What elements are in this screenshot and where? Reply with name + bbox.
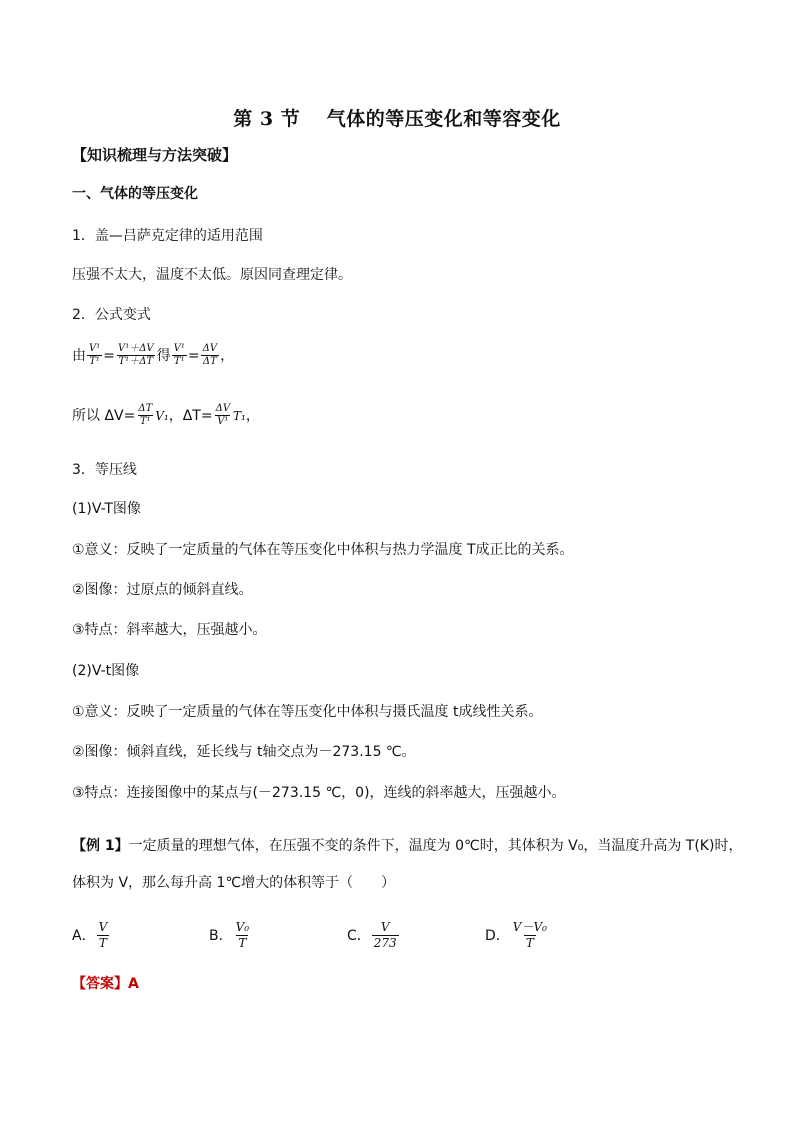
formula-1-fraction-1 <box>87 343 102 368</box>
formula-2-fraction-2 <box>214 403 232 428</box>
fraction-denominator: T <box>238 936 247 950</box>
fraction-denominator: 273 <box>373 936 397 950</box>
option-letter: D． <box>485 927 510 944</box>
option-a <box>72 920 110 951</box>
formula-2-prefix: 所以 ΔV= <box>72 407 136 424</box>
option-fraction <box>511 920 549 951</box>
formula-2-t1: T₁ <box>233 408 246 423</box>
fraction-numerator: V₀ <box>235 920 250 934</box>
formula-1-fraction-2 <box>116 343 156 368</box>
fraction-numerator: ΔV <box>202 343 218 354</box>
fraction-denominator: V¹ <box>217 416 229 427</box>
vt-feature: ③特点：斜率越大，压强越小。 <box>72 622 267 638</box>
vt-graph-shape: ②图像：过原点的倾斜直线。 <box>72 582 253 598</box>
formula-1 <box>72 343 234 368</box>
option-fraction <box>97 920 110 951</box>
fraction-denominator: T <box>98 936 107 950</box>
equals-sign: = <box>103 347 115 364</box>
fraction-numerator: V¹＋ΔV <box>117 343 154 354</box>
option-fraction <box>234 920 251 951</box>
answer <box>72 974 139 994</box>
formula-2-separator: ，ΔT= <box>168 407 213 424</box>
fraction-denominator: T¹＋ΔT <box>118 356 154 367</box>
fraction-numerator: V－V₀ <box>512 920 547 934</box>
paragraph-1-heading: 1．盖—吕萨克定律的适用范围 <box>72 228 263 244</box>
formula-1-suffix: ， <box>220 347 235 364</box>
formula-1-fraction-4 <box>201 343 219 368</box>
example-question-1: 一定质量的理想气体，在压强不变的条件下，温度为 0℃时，其体积为 V₀，当温度升高为 T(K)时， <box>128 838 743 854</box>
formula-2-v1: V₁ <box>155 408 169 423</box>
example-line-1 <box>72 836 742 856</box>
option-d <box>485 920 550 951</box>
page-title: 第 3 节 气体的等压变化和等容变化 <box>233 108 561 130</box>
subsection-vt-graph: (1)V-T图像 <box>72 501 141 517</box>
fraction-numerator: V <box>98 920 108 934</box>
equals-sign: = <box>187 347 200 364</box>
fraction-numerator: ΔV <box>215 403 231 414</box>
paragraph-2-heading: 2．公式变式 <box>72 307 151 323</box>
fraction-denominator: T¹ <box>173 356 185 367</box>
fraction-denominator: T¹ <box>89 356 100 367</box>
vt-meaning: ①意义：反映了一定质量的气体在等压变化中体积与热力学温度 T成正比的关系。 <box>72 542 574 558</box>
example-line-2: 体积为 V，那么每升高 1℃增大的体积等于（ ） <box>72 875 396 891</box>
formula-1-mid: 得 <box>156 347 171 364</box>
answer-value: A <box>128 976 139 992</box>
fraction-numerator: V¹ <box>173 343 185 354</box>
answer-label: 【答案】 <box>72 976 128 992</box>
fraction-denominator: T <box>525 936 534 950</box>
example-label: 【例 1】 <box>72 838 129 854</box>
option-b <box>209 920 252 951</box>
subsection-vt-celsius-graph: (2)V-t图像 <box>72 663 140 679</box>
fraction-numerator: ΔT <box>138 403 153 414</box>
option-letter: A． <box>72 927 96 944</box>
formula-2-suffix: ， <box>245 407 260 424</box>
formula-1-fraction-3 <box>172 343 187 368</box>
fraction-denominator: T¹ <box>139 416 151 427</box>
option-fraction <box>372 920 399 951</box>
section-1-title: 一、气体的等压变化 <box>72 186 198 202</box>
formula-2 <box>72 403 260 428</box>
option-letter: B． <box>209 927 233 944</box>
paragraph-1-text: 压强不太大，温度不太低。原因同查理定律。 <box>72 267 352 283</box>
option-letter: C． <box>347 927 371 944</box>
option-c <box>347 920 400 951</box>
vtc-graph-shape: ②图像：倾斜直线，延长线与 t轴交点为－273.15 ℃。 <box>72 744 416 760</box>
section-header: 【知识梳理与方法突破】 <box>72 146 238 164</box>
formula-1-prefix: 由 <box>72 347 86 364</box>
fraction-numerator: V <box>380 920 390 934</box>
formula-2-fraction-1 <box>136 403 154 428</box>
fraction-denominator: ΔT <box>202 356 217 367</box>
paragraph-3-heading: 3．等压线 <box>72 462 137 478</box>
vtc-meaning: ①意义：反映了一定质量的气体在等压变化中体积与摄氏温度 t成线性关系。 <box>72 704 543 720</box>
vtc-feature: ③特点：连接图像中的某点与(－273.15 ℃，0)，连线的斜率越大，压强越小。 <box>72 785 566 801</box>
fraction-numerator: V¹ <box>89 343 101 354</box>
